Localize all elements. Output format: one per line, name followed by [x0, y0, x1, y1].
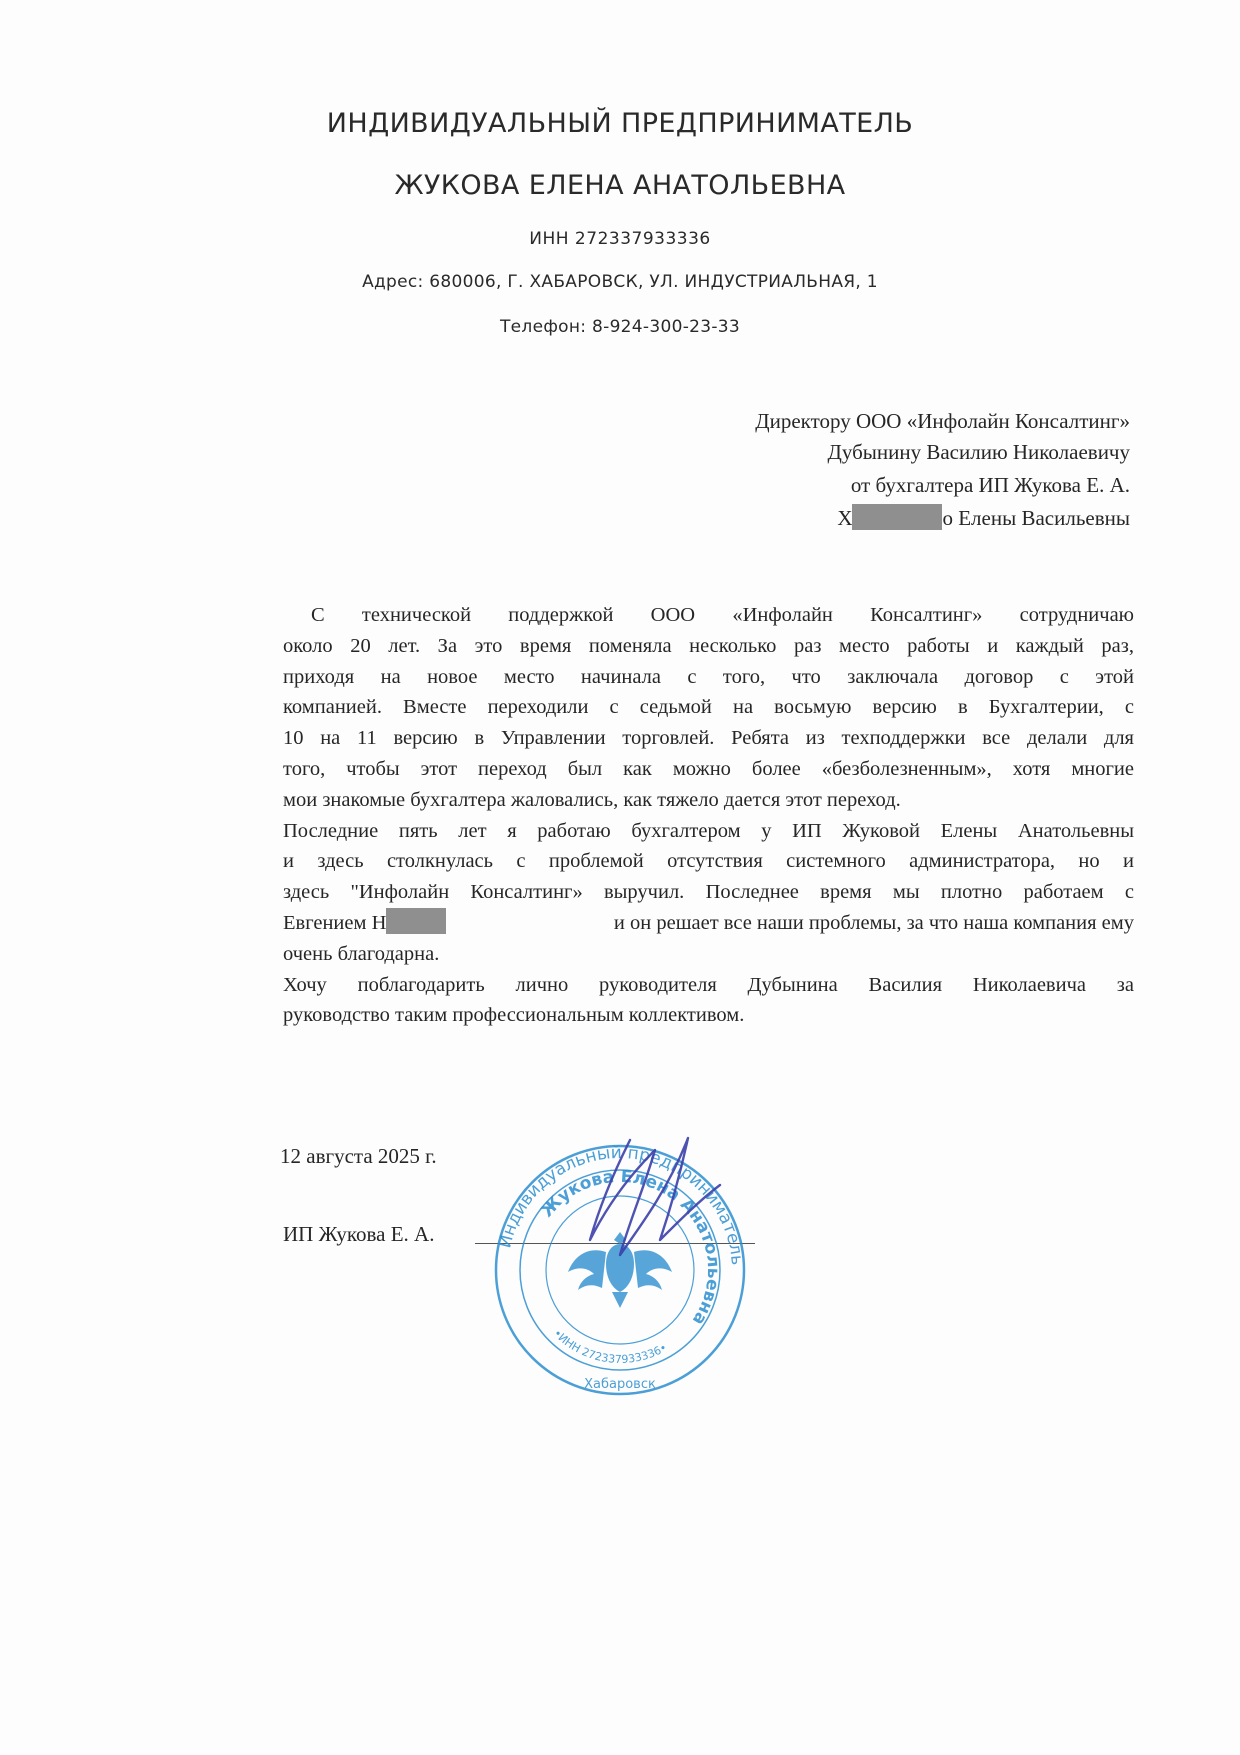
stamp-outer-text: Индивидуальный предприниматель	[495, 1142, 747, 1266]
addressee-surname-start: Х	[837, 506, 853, 530]
letterhead-title: ИНДИВИДУАЛЬНЫЙ ПРЕДПРИНИМАТЕЛЬ	[326, 108, 914, 139]
stamp-city-text: Хабаровск	[584, 1377, 656, 1392]
stamp-inn-text: •ИНН 272337933336•	[550, 1326, 670, 1366]
body-line: мои знакомые бухгалтера жаловались, как тяжело дается этот переход.	[283, 788, 901, 811]
letterhead-name: ЖУКОВА ЕЛЕНА АНАТОЛЬЕВНА	[394, 170, 846, 201]
addressee-line-4	[837, 504, 1130, 531]
addressee-line-2: Дубынину Василию Николаевичу	[827, 440, 1130, 464]
body-line: Последние пять лет я работаю бухгалтером у ИП Жуковой Елены Анатольевны	[283, 819, 1134, 842]
letterhead-address: Адрес: 680006, Г. ХАБАРОВСК, УЛ. ИНДУСТРИАЛЬНАЯ, 1	[362, 272, 878, 292]
body-line: приходя на новое место начинала с того, что заключала договор с этой	[283, 665, 1134, 688]
body-line: руководство таким профессиональным коллективом.	[283, 1004, 745, 1027]
redaction-box	[386, 908, 446, 934]
letter-date: 12 августа 2025 г.	[280, 1144, 437, 1168]
body-line: около 20 лет. За это время поменяла несколько раз место работы и каждый раз,	[283, 634, 1134, 657]
body-line-rest: и он решает все наши проблемы, за что наша компания ему	[613, 911, 1134, 934]
signature-label: ИП Жукова Е. А.	[283, 1222, 435, 1246]
letterhead-phone: Телефон: 8-924-300-23-33	[499, 317, 741, 337]
addressee-line-1: Директору ООО «Инфолайн Консалтинг»	[755, 409, 1130, 433]
body-line: 10 на 11 версию в Управлении торговлей. Ребята из техподдержки все делали для	[283, 727, 1134, 750]
body-line: Хочу поблагодарить лично руководителя Дубынина Василия Николаевича за	[283, 973, 1134, 996]
body-line: С технической поддержкой ООО «Инфолайн Консалтинг» сотрудничаю	[311, 604, 1134, 626]
handwritten-signature	[560, 1130, 740, 1270]
body-line: и здесь столкнулась с проблемой отсутствия системного администратора, но и	[283, 850, 1134, 873]
body-line: очень благодарна.	[283, 942, 440, 965]
letterhead-inn: ИНН 272337933336	[529, 229, 711, 249]
body-line: того, чтобы этот переход был как можно более «безболезненным», хотя многие	[283, 757, 1134, 780]
body-name-start: Евгением Н	[283, 911, 387, 934]
body-line: компанией. Вместе переходили с седьмой на восьмую версию в Бухгалтерии, с	[283, 696, 1134, 719]
body-line-redacted	[283, 908, 1134, 939]
body-line: здесь "Инфолайн Консалтинг» выручил. Последнее время мы плотно работаем с	[283, 881, 1134, 904]
addressee-line-3: от бухгалтера ИП Жукова Е. А.	[850, 473, 1130, 497]
letter-body	[283, 600, 1134, 1031]
redaction-box	[852, 504, 942, 530]
addressee-surname-end: о Елены Васильевны	[942, 506, 1130, 530]
stamp-inner-text: Жукова Елена Анатольевна	[537, 1166, 724, 1329]
